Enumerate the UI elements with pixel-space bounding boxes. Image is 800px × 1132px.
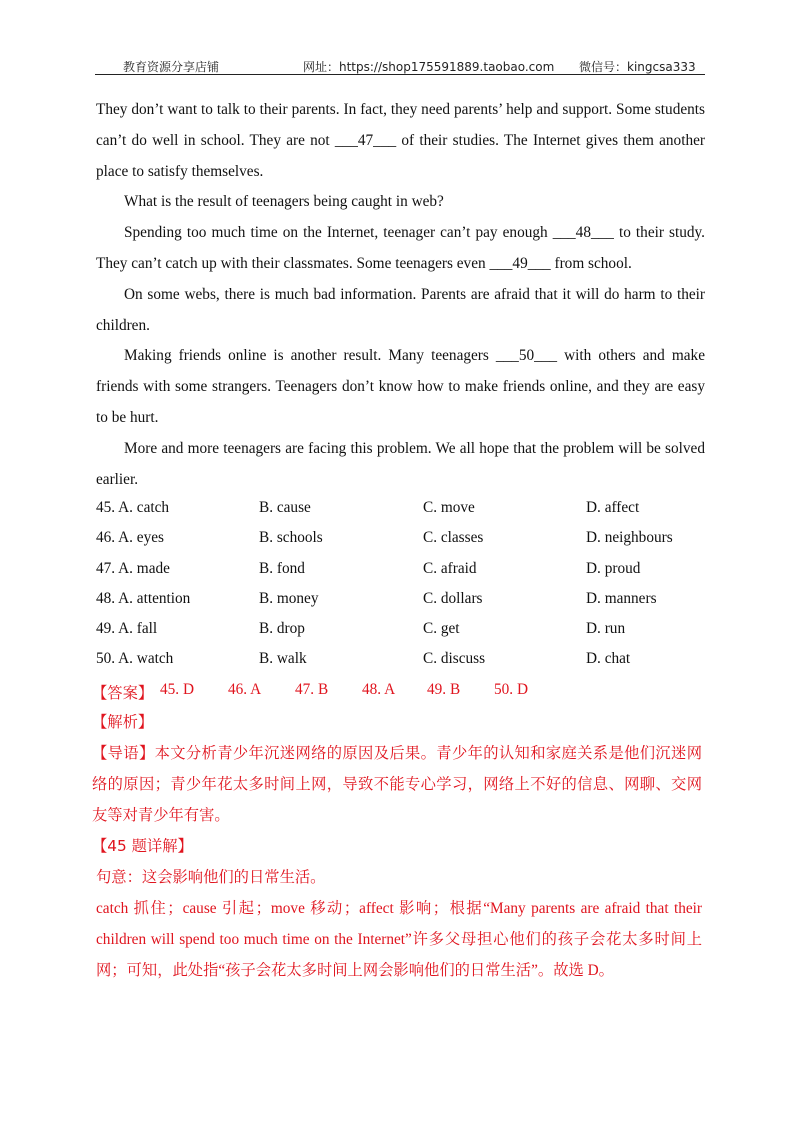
option-b: B. drop xyxy=(259,620,305,638)
answer-row xyxy=(92,676,706,706)
option-row xyxy=(96,524,706,554)
option-c: C. classes xyxy=(423,529,484,547)
page-header xyxy=(95,56,705,76)
passage-paragraph: On some webs, there is much bad information. Parents are afraid that it will do harm to their children. xyxy=(96,285,705,334)
question-45-detail: catch 抓住；cause 引起；move 移动；affect 影响；根据“Many parents are afraid that their children will spend too much time on the Internet”许多父母担心他们的孩子会花太多时间上网；可知，此处指“孩子会花太多时间上网会影响他们的日常生活”。故选 D。 xyxy=(96,900,702,979)
option-d: D. neighbours xyxy=(586,529,673,547)
option-row xyxy=(96,555,706,585)
option-b: B. cause xyxy=(259,499,311,516)
option-a: 45. A. catch xyxy=(96,499,170,516)
passage-paragraph: What is the result of teenagers being caught in web? xyxy=(124,193,444,211)
analysis-section xyxy=(92,707,702,986)
answer-item: 47. B xyxy=(295,681,329,698)
header-divider xyxy=(95,74,705,75)
option-a: 50. A. watch xyxy=(96,650,174,668)
answer-key xyxy=(92,676,706,706)
option-d: D. chat xyxy=(586,650,631,668)
shop-url: 网址：https://shop175591889.taobao.com xyxy=(303,60,555,74)
passage-paragraph: More and more teenagers are facing this problem. We all hope that the problem will be solved earlier. xyxy=(96,439,705,488)
answer-item: 45. D xyxy=(160,681,194,698)
question-45-title: 【45 题详解】 xyxy=(92,837,193,855)
option-d: D. run xyxy=(586,620,626,638)
option-b: B. money xyxy=(259,589,319,607)
option-a: 47. A. made xyxy=(96,559,170,577)
option-a: 46. A. eyes xyxy=(96,529,164,547)
answer-item: 48. A xyxy=(362,681,396,698)
wechat-id: 微信号：kingcsa333 xyxy=(579,60,696,74)
option-c: C. afraid xyxy=(423,559,477,577)
answer-item: 46. A xyxy=(228,681,262,698)
answer-item: 50. D xyxy=(494,681,528,698)
option-row xyxy=(96,645,706,675)
passage-paragraph: They don’t want to talk to their parents. In fact, they need parents’ help and support. Some students can’t do well in school. They are not ___47___ of their studies. The Internet gives them another place to satisfy themselves. xyxy=(96,101,705,180)
option-b: B. fond xyxy=(259,559,305,577)
passage-paragraph: Spending too much time on the Internet, teenager can’t pay enough ___48___ to their study. They can’t catch up with their classmates. Some teenagers even ___49___ from school. xyxy=(96,224,705,272)
shop-name: 教育资源分享店铺 xyxy=(123,60,220,74)
option-b: B. schools xyxy=(259,529,323,547)
option-b: B. walk xyxy=(259,650,307,668)
option-row xyxy=(96,494,706,524)
option-d: D. affect xyxy=(586,499,640,516)
option-a: 48. A. attention xyxy=(96,589,191,607)
passage xyxy=(96,95,705,495)
option-c: C. get xyxy=(423,620,460,638)
option-d: D. proud xyxy=(586,559,641,577)
answer-item: 49. B xyxy=(427,681,461,698)
question-45-meaning: 句意：这会影响他们的日常生活。 xyxy=(96,868,326,886)
option-row xyxy=(96,615,706,645)
option-a: 49. A. fall xyxy=(96,620,158,638)
passage-paragraph: Making friends online is another result. Many teenagers ___50___ with others and make friends with some strangers. Teenagers don’t know how to make friends online, and they are easy to be hurt. xyxy=(96,347,705,426)
option-d: D. manners xyxy=(586,589,657,607)
answer-label: 【答案】 xyxy=(92,684,154,702)
analysis-label: 【解析】 xyxy=(92,713,154,731)
analysis-intro: 【导语】本文分析青少年沉迷网络的原因及后果。青少年的认知和家庭关系是他们沉迷网络的原因；青少年花太多时间上网，导致不能专心学习，网络上不好的信息、网聊、交网友等对青少年有害。 xyxy=(92,744,702,824)
option-c: C. move xyxy=(423,499,475,516)
option-c: C. dollars xyxy=(423,589,483,607)
option-c: C. discuss xyxy=(423,650,486,668)
answer-options xyxy=(96,494,706,676)
option-row xyxy=(96,585,706,615)
